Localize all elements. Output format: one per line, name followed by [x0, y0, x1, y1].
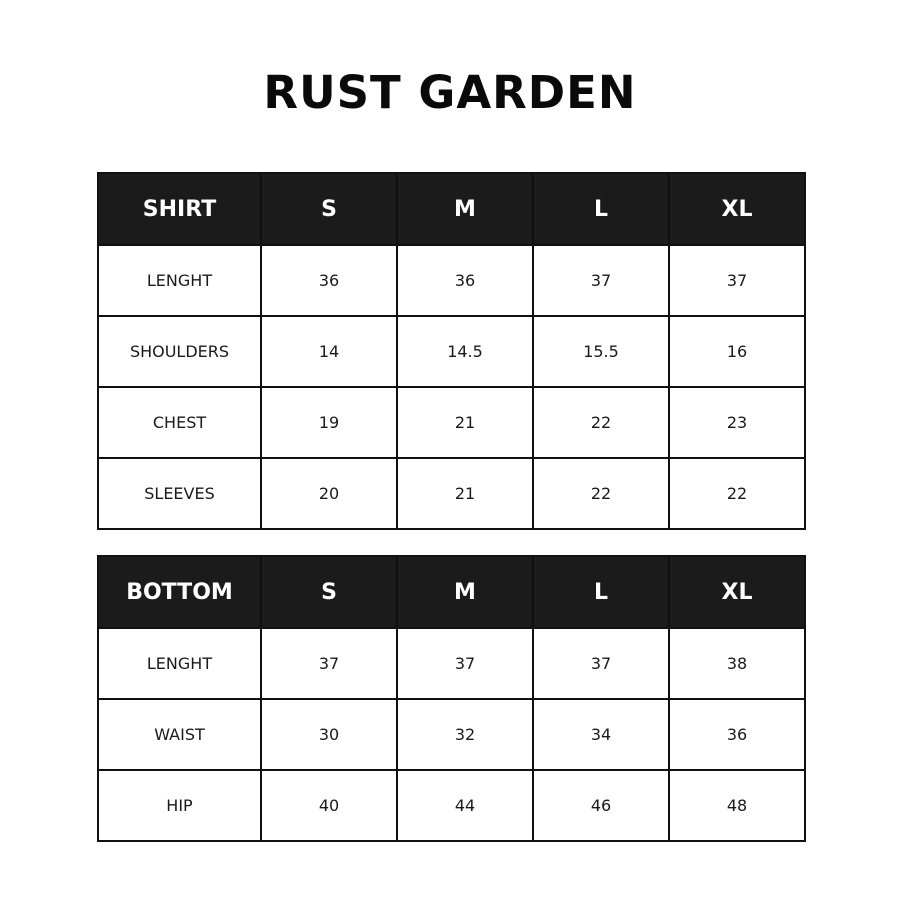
measurement-value: 36: [669, 699, 805, 770]
table-header-row: [98, 173, 805, 245]
measurement-value: 21: [397, 458, 533, 529]
measurement-value: 16: [669, 316, 805, 387]
measurement-value: 23: [669, 387, 805, 458]
measurement-value: 22: [533, 387, 669, 458]
category-header: SHIRT: [98, 173, 261, 245]
bottom-size-table: [97, 555, 806, 842]
measurement-label: WAIST: [98, 699, 261, 770]
measurement-value: 14.5: [397, 316, 533, 387]
measurement-value: 32: [397, 699, 533, 770]
size-header: XL: [669, 556, 805, 628]
table-row: [98, 245, 805, 316]
measurement-value: 21: [397, 387, 533, 458]
measurement-value: 38: [669, 628, 805, 699]
measurement-value: 37: [261, 628, 397, 699]
measurement-label: CHEST: [98, 387, 261, 458]
table-row: [98, 458, 805, 529]
measurement-label: LENGHT: [98, 628, 261, 699]
size-header: M: [397, 556, 533, 628]
page-title: RUST GARDEN: [263, 66, 637, 119]
measurement-value: 14: [261, 316, 397, 387]
measurement-label: SHOULDERS: [98, 316, 261, 387]
size-header: XL: [669, 173, 805, 245]
table-row: [98, 699, 805, 770]
measurement-label: LENGHT: [98, 245, 261, 316]
measurement-value: 34: [533, 699, 669, 770]
table-row: [98, 770, 805, 841]
measurement-value: 20: [261, 458, 397, 529]
measurement-value: 22: [533, 458, 669, 529]
category-header: BOTTOM: [98, 556, 261, 628]
table-header-row: [98, 556, 805, 628]
measurement-value: 44: [397, 770, 533, 841]
measurement-value: 36: [397, 245, 533, 316]
table-row: [98, 387, 805, 458]
measurement-value: 30: [261, 699, 397, 770]
measurement-label: HIP: [98, 770, 261, 841]
measurement-value: 37: [533, 245, 669, 316]
size-header: S: [261, 556, 397, 628]
size-header: L: [533, 173, 669, 245]
table-row: [98, 316, 805, 387]
measurement-value: 36: [261, 245, 397, 316]
measurement-value: 48: [669, 770, 805, 841]
measurement-value: 19: [261, 387, 397, 458]
measurement-value: 37: [533, 628, 669, 699]
measurement-label: SLEEVES: [98, 458, 261, 529]
measurement-value: 40: [261, 770, 397, 841]
measurement-value: 37: [397, 628, 533, 699]
table-row: [98, 628, 805, 699]
measurement-value: 37: [669, 245, 805, 316]
shirt-size-table: [97, 172, 806, 530]
size-header: M: [397, 173, 533, 245]
measurement-value: 15.5: [533, 316, 669, 387]
measurement-value: 46: [533, 770, 669, 841]
measurement-value: 22: [669, 458, 805, 529]
size-header: S: [261, 173, 397, 245]
size-header: L: [533, 556, 669, 628]
